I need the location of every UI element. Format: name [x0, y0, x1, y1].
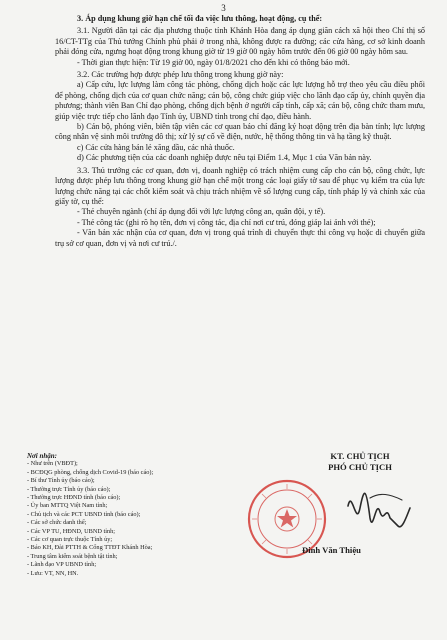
- paragraph-3-1: 3.1. Người dân tại các địa phương thuộc tỉnh Khánh Hòa đang áp dụng giãn cách xã hội theo Chỉ thị số 16/CT-TTg của Thủ tướng Chính phủ phải ở trong nhà, không được ra đường; các cửa hàng, cơ sở kinh doanh phải đóng cửa, ngưng hoạt động trong khung giờ từ 19 giờ 00 ngày hôm trước đến 06 giờ 00 ngày hôm sau.: [55, 26, 425, 57]
- recipients-title: Nơi nhận:: [27, 452, 58, 460]
- document-body: [55, 14, 425, 249]
- recipient-item: - Ủy ban MTTQ Việt Nam tỉnh;: [27, 502, 108, 510]
- recipient-item: - Chủ tịch và các PCT UBND tỉnh (báo cáo);: [27, 510, 141, 518]
- recipient-item: - Lưu: VT, NN, HN.: [27, 569, 79, 577]
- paragraph-3-3-item-1: - Thẻ chuyên ngành (chỉ áp dụng đối với lực lượng công an, quân đội, y tế).: [77, 207, 326, 217]
- handwritten-signature-icon: [340, 478, 415, 538]
- recipient-item: - Trung tâm kiểm soát bệnh tật tỉnh;: [27, 552, 118, 560]
- paragraph-3-2-d: d) Các phương tiện của các doanh nghiệp được nêu tại Điểm 1.4, Mục 1 của Văn bản này.: [77, 153, 372, 163]
- recipient-item: - Thường trực Tỉnh ủy (báo cáo);: [27, 485, 111, 493]
- recipient-item: - Lãnh đạo VP UBND tỉnh;: [27, 561, 97, 569]
- paragraph-3-1-time: - Thời gian thực hiện: Từ 19 giờ 00, ngày 01/8/2021 cho đến khi có thông báo mới.: [77, 57, 350, 67]
- paragraph-3-2-b: b) Cán bộ, phóng viên, biên tập viên các cơ quan báo chí đăng ký hoạt động trên địa bàn tỉnh; lực lượng công nhân vệ sinh môi trường đô thị; xử lý sự cố về điện, nước, hệ thống thông tin và hạ tầng kỹ thuật.: [55, 122, 425, 142]
- recipient-item: - Các cơ quan trực thuộc Tỉnh ủy;: [27, 536, 113, 544]
- recipient-item: - BCĐQG phòng, chống dịch Covid-19 (báo cáo);: [27, 468, 154, 476]
- paragraph-3-3: 3.3. Thủ trưởng các cơ quan, đơn vị, doanh nghiệp có trách nhiệm cung cấp cho cán bộ, công chức, lực lượng được phép lưu thông trong khung giờ hạn chế một trong các loại giấy tờ sau để phục vụ kiểm tra của lực lượng chức năng tại các chốt kiểm soát và chịu trách nhiệm về số lượng cung cấp, tính pháp lý và chính xác của giấy tờ, cụ thể:: [55, 165, 425, 206]
- signature-line-2: PHÓ CHỦ TỊCH: [328, 462, 392, 472]
- signature-title: [285, 451, 435, 473]
- recipient-item: - Bí thư Tỉnh ủy (báo cáo);: [27, 477, 95, 485]
- section-3-heading: 3. Áp dụng khung giờ hạn chế tối đa việc lưu thông, hoạt động, cụ thể:: [77, 14, 323, 23]
- recipient-item: - Các VP TU, HĐND, UBND tỉnh;: [27, 527, 116, 535]
- paragraph-3-3-item-2: - Thẻ công tác (ghi rõ họ tên, đơn vị công tác, địa chỉ nơi cư trú, đóng giáp lai ảnh với thẻ);: [77, 217, 376, 227]
- paragraph-3-2-c: c) Các cửa hàng bán lẻ xăng dầu, các nhà thuốc.: [77, 142, 235, 152]
- recipient-item: - Các sở chức danh thể;: [27, 519, 87, 527]
- paragraph-3-2-a: a) Cấp cứu, lực lượng làm công tác phòng, chống dịch hoặc các lực lượng hỗ trợ theo yêu cầu điều phối để phòng, chống dịch của cơ quan chức năng; cán bộ, công chức giúp việc cho lãnh đạo cấp ủy, chính quyền địa phương; thành viên Ban Chỉ đạo phòng, chống dịch bệnh ở người cấp tỉnh, cấp xã; cán bộ, công chức tham mưu, giúp việc trực tiếp cho lãnh đạo Tỉnh ủy, UBND tỉnh trong chỉ đạo, điều hành.: [55, 80, 425, 121]
- signature-line-1: KT. CHỦ TỊCH: [330, 451, 390, 461]
- page-number: 3: [221, 3, 226, 13]
- paragraph-3-2: 3.2. Các trường hợp được phép lưu thông trong khung giờ này:: [77, 70, 284, 80]
- recipient-item: - Thường trực HĐND tỉnh (báo cáo);: [27, 494, 121, 502]
- recipient-item: - Như trên (VBĐT);: [27, 460, 78, 468]
- recipients-block: [27, 452, 257, 578]
- recipient-item: - Báo KH, Đài PTTH & Cổng TTĐT Khánh Hòa;: [27, 544, 153, 552]
- signer-name: Đinh Văn Thiệu: [302, 545, 361, 555]
- paragraph-3-3-item-3: - Văn bản xác nhận của cơ quan, đơn vị trong quá trình di chuyển thực thi công vụ hoặc di chuyển giữa trụ sở cơ quan, đơn vị và nơi cư trú./.: [55, 228, 425, 248]
